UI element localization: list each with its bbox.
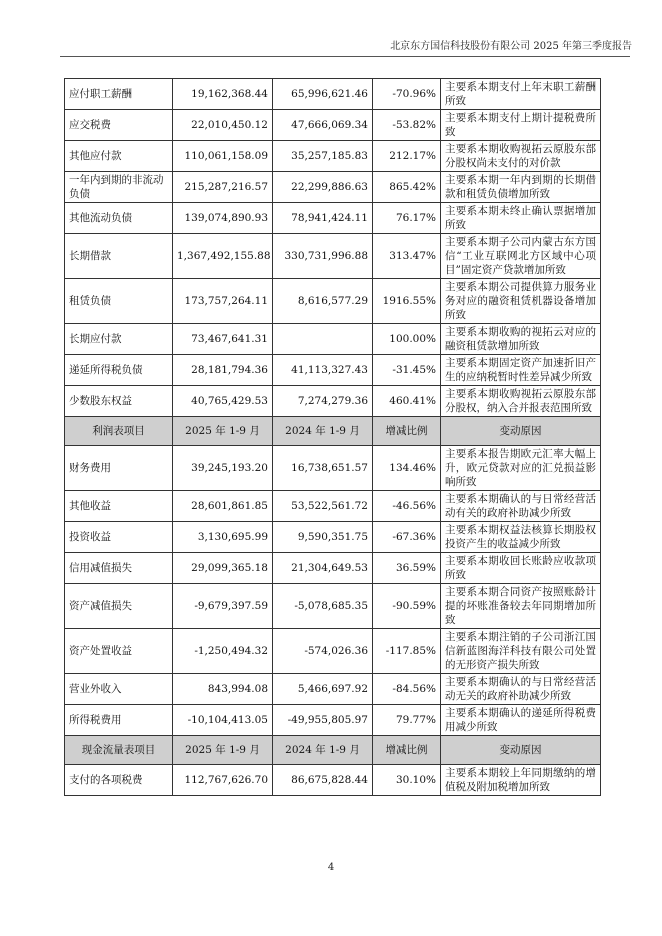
row-change-ratio: -90.59% (373, 584, 441, 629)
row-change-ratio: -84.56% (373, 674, 441, 705)
balance-sheet-section (65, 79, 601, 417)
row-current-value: 40,765,429.53 (173, 386, 273, 417)
row-previous-value: 78,941,424.11 (273, 203, 373, 234)
row-previous-value: 47,666,069.34 (273, 110, 373, 141)
row-change-ratio: 36.59% (373, 553, 441, 584)
row-reason: 主要系本期公司提供算力服务业务对应的融资租赁机器设备增加所致 (441, 279, 601, 324)
row-previous-value: 22,299,886.63 (273, 172, 373, 203)
row-reason: 主要系本期确认的与日常经营活动有关的政府补助减少所致 (441, 491, 601, 522)
row-change-ratio: 79.77% (373, 705, 441, 736)
header-cell-previous: 2024 年 1-9 月 (273, 736, 373, 765)
table-row (65, 355, 601, 386)
row-current-value: 110,061,158.09 (173, 141, 273, 172)
row-previous-value: -49,955,805.97 (273, 705, 373, 736)
row-current-value: 215,287,216.57 (173, 172, 273, 203)
cash-header-row (65, 736, 601, 765)
table-row (65, 79, 601, 110)
row-change-ratio: -70.96% (373, 79, 441, 110)
row-change-ratio: 100.00% (373, 324, 441, 355)
header-cell-current: 2025 年 1-9 月 (173, 417, 273, 446)
table-row (65, 203, 601, 234)
row-reason: 主要系本期确认的递延所得税费用减少所致 (441, 705, 601, 736)
table-row (65, 172, 601, 203)
row-change-ratio: 76.17% (373, 203, 441, 234)
row-current-value: 39,245,193.20 (173, 446, 273, 491)
row-previous-value: 21,304,649.53 (273, 553, 373, 584)
row-reason: 主要系本期合同资产按照账龄计提的坏账准备较去年同期增加所致 (441, 584, 601, 629)
header-cell-change: 增减比例 (373, 736, 441, 765)
table-row (65, 553, 601, 584)
header-cell-previous: 2024 年 1-9 月 (273, 417, 373, 446)
row-current-value: 843,994.08 (173, 674, 273, 705)
row-current-value: 1,367,492,155.88 (173, 234, 273, 279)
row-reason: 主要系本期较上年同期缴纳的增值税及附加税增加所致 (441, 765, 601, 796)
row-reason: 主要系本期支付上年末职工薪酬所致 (441, 79, 601, 110)
row-item: 财务费用 (65, 446, 173, 491)
row-reason: 主要系本期固定资产加速折旧产生的应纳税暂时性差异减少所致 (441, 355, 601, 386)
row-previous-value: 9,590,351.75 (273, 522, 373, 553)
row-item: 支付的各项税费 (65, 765, 173, 796)
table-row (65, 522, 601, 553)
row-change-ratio: -117.85% (373, 629, 441, 674)
row-current-value: -9,679,397.59 (173, 584, 273, 629)
row-current-value: 3,130,695.99 (173, 522, 273, 553)
row-reason: 主要系本期支付上期计提税费所致 (441, 110, 601, 141)
row-item: 应交税费 (65, 110, 173, 141)
row-previous-value: 5,466,697.92 (273, 674, 373, 705)
table-row (65, 141, 601, 172)
report-header: 北京东方国信科技股份有限公司 2025 年第三季度报告 (390, 41, 632, 52)
row-previous-value: 16,738,651.57 (273, 446, 373, 491)
row-reason: 主要系本期一年内到期的长期借款和租赁负债增加所致 (441, 172, 601, 203)
row-item: 资产减值损失 (65, 584, 173, 629)
table-row (65, 674, 601, 705)
row-change-ratio: -67.36% (373, 522, 441, 553)
table-row (65, 446, 601, 491)
row-current-value: 173,757,264.11 (173, 279, 273, 324)
row-reason: 主要系本期收购的视拓云对应的融资租赁款增加所致 (441, 324, 601, 355)
row-change-ratio: 1916.55% (373, 279, 441, 324)
row-current-value: -10,104,413.05 (173, 705, 273, 736)
row-item: 资产处置收益 (65, 629, 173, 674)
table-row (65, 629, 601, 674)
row-reason: 主要系本报告期欧元汇率大幅上升，欧元贷款对应的汇兑损益影响所致 (441, 446, 601, 491)
row-item: 应付职工薪酬 (65, 79, 173, 110)
row-current-value: 28,601,861.85 (173, 491, 273, 522)
page-number: 4 (327, 862, 335, 873)
table-row (65, 279, 601, 324)
row-item: 长期借款 (65, 234, 173, 279)
row-previous-value (273, 324, 373, 355)
row-previous-value: 41,113,327.43 (273, 355, 373, 386)
row-current-value: -1,250,494.32 (173, 629, 273, 674)
row-item: 少数股东权益 (65, 386, 173, 417)
row-change-ratio: 134.46% (373, 446, 441, 491)
row-item: 长期应付款 (65, 324, 173, 355)
row-previous-value: 53,522,561.72 (273, 491, 373, 522)
row-change-ratio: -31.45% (373, 355, 441, 386)
row-previous-value: 65,996,621.46 (273, 79, 373, 110)
row-change-ratio: 30.10% (373, 765, 441, 796)
header-cell-item: 利润表项目 (65, 417, 173, 446)
table-row (65, 491, 601, 522)
row-reason: 主要系本期收购视拓云原股东部分股权，纳入合并报表范围所致 (441, 386, 601, 417)
row-reason: 主要系本期未终止确认票据增加所致 (441, 203, 601, 234)
row-item: 一年内到期的非流动负债 (65, 172, 173, 203)
row-current-value: 73,467,641.31 (173, 324, 273, 355)
row-item: 信用减值损失 (65, 553, 173, 584)
header-cell-change: 增减比例 (373, 417, 441, 446)
row-previous-value: 330,731,996.88 (273, 234, 373, 279)
row-current-value: 22,010,450.12 (173, 110, 273, 141)
row-previous-value: 7,274,279.36 (273, 386, 373, 417)
row-item: 其他收益 (65, 491, 173, 522)
row-previous-value: -5,078,685.35 (273, 584, 373, 629)
header-cell-reason: 变动原因 (441, 417, 601, 446)
row-current-value: 139,074,890.93 (173, 203, 273, 234)
row-reason: 主要系本期收购视拓云原股东部分股权尚未支付的对价款 (441, 141, 601, 172)
row-reason: 主要系本期子公司内蒙古东方国信“工业互联网北方区域中心项目”固定资产贷款增加所致 (441, 234, 601, 279)
table-row (65, 705, 601, 736)
row-change-ratio: 313.47% (373, 234, 441, 279)
row-current-value: 112,767,626.70 (173, 765, 273, 796)
row-item: 其他应付款 (65, 141, 173, 172)
row-current-value: 28,181,794.36 (173, 355, 273, 386)
table-row (65, 765, 601, 796)
row-item: 其他流动负债 (65, 203, 173, 234)
row-current-value: 19,162,368.44 (173, 79, 273, 110)
table-row (65, 386, 601, 417)
row-change-ratio: 865.42% (373, 172, 441, 203)
row-change-ratio: 460.41% (373, 386, 441, 417)
row-change-ratio: 212.17% (373, 141, 441, 172)
row-item: 租赁负债 (65, 279, 173, 324)
table-row (65, 110, 601, 141)
row-previous-value: -574,026.36 (273, 629, 373, 674)
row-item: 营业外收入 (65, 674, 173, 705)
row-item: 递延所得税负债 (65, 355, 173, 386)
table-row (65, 324, 601, 355)
income-header-row (65, 417, 601, 446)
row-change-ratio: -46.56% (373, 491, 441, 522)
header-cell-reason: 变动原因 (441, 736, 601, 765)
income-statement-section (65, 417, 601, 736)
table-row (65, 584, 601, 629)
header-cell-item: 现金流量表项目 (65, 736, 173, 765)
table-row (65, 234, 601, 279)
row-item: 所得税费用 (65, 705, 173, 736)
row-item: 投资收益 (65, 522, 173, 553)
row-previous-value: 35,257,185.83 (273, 141, 373, 172)
cash-flow-section (65, 736, 601, 796)
row-previous-value: 86,675,828.44 (273, 765, 373, 796)
row-current-value: 29,099,365.18 (173, 553, 273, 584)
row-reason: 主要系本期收回长账龄应收款项所致 (441, 553, 601, 584)
header-rule (60, 56, 630, 57)
row-previous-value: 8,616,577.29 (273, 279, 373, 324)
row-reason: 主要系本期确认的与日常经营活动无关的政府补助减少所致 (441, 674, 601, 705)
row-reason: 主要系本期注销的子公司浙江国信新蓝图海洋科技有限公司处置的无形资产损失所致 (441, 629, 601, 674)
row-reason: 主要系本期权益法核算长期股权投资产生的收益减少所致 (441, 522, 601, 553)
financial-changes-table (64, 78, 601, 796)
header-cell-current: 2025 年 1-9 月 (173, 736, 273, 765)
row-change-ratio: -53.82% (373, 110, 441, 141)
